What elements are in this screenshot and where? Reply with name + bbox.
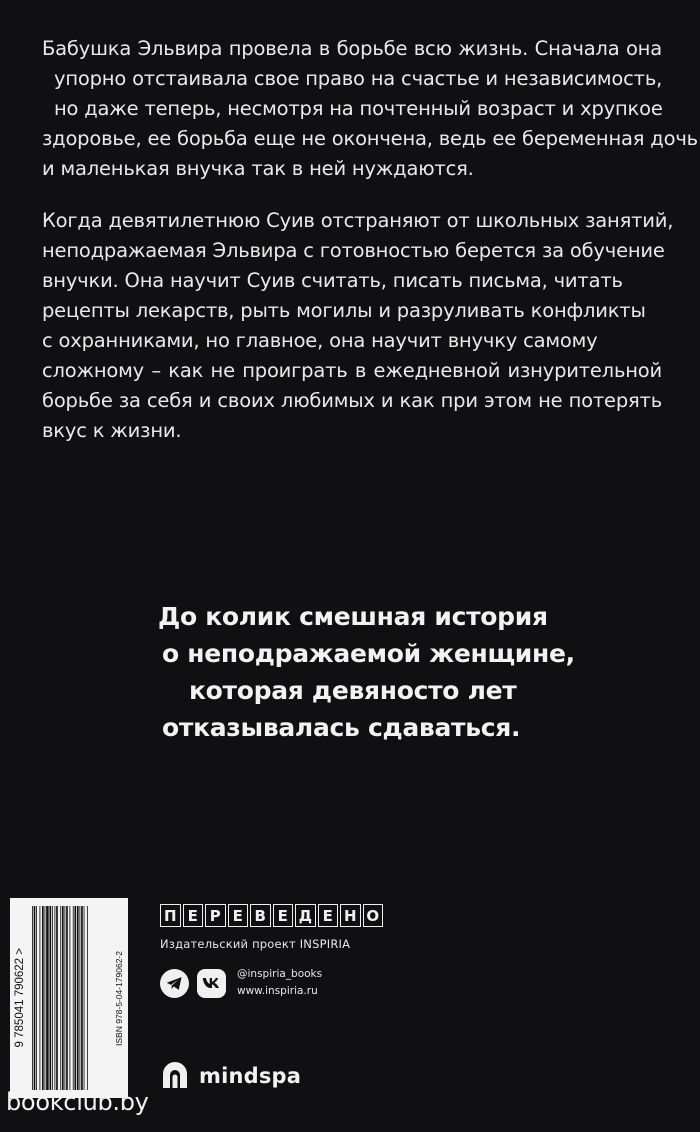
publisher-name: mindspa xyxy=(199,1064,302,1088)
isbn-text: ISBN 978-5-04-179062-2 xyxy=(114,950,124,1046)
blurb-paragraph-2 xyxy=(42,206,674,446)
isbn-barcode xyxy=(10,898,128,1098)
blurb-line: сложному – как не проиграть в ежедневной изнурительной xyxy=(42,359,662,382)
series-logo-letter: Е xyxy=(183,904,204,927)
tagline-line: отказывалась сдаваться. xyxy=(162,713,521,742)
series-logo-letter: О xyxy=(363,904,384,927)
blurb-line: Бабушка Эльвира провела в борьбе всю жизнь. Сначала она xyxy=(42,37,662,60)
series-logo-perevedeno xyxy=(160,904,383,927)
mindspa-logo-icon xyxy=(160,1062,190,1090)
blurb-text xyxy=(42,34,698,468)
blurb-line: но даже теперь, несмотря на почтенный возраст и хрупкое xyxy=(54,97,663,120)
series-logo-letter: Р xyxy=(205,904,226,927)
vk-icon[interactable] xyxy=(197,969,226,998)
blurb-line: рецепты лекарств, рыть могилы и разруливать конфликты xyxy=(42,299,646,322)
blurb-line: вкус к жизни. xyxy=(42,419,182,442)
barcode-digits xyxy=(10,898,30,1098)
tagline-line: о неподражаемой женщине, xyxy=(162,639,575,668)
blurb-line: упорно отстаивала свое право на счастье и независимость, xyxy=(54,67,663,90)
series-logo-letter: Н xyxy=(340,904,361,927)
series-logo-letter: Е xyxy=(273,904,294,927)
series-logo-letter: Е xyxy=(228,904,249,927)
barcode-number: 9 785041 790622 > xyxy=(14,948,26,1048)
blurb-line: Когда девятилетнюю Суив отстраняют от школьных занятий, xyxy=(42,209,674,232)
tagline-line: которая девяносто лет xyxy=(189,676,517,705)
telegram-icon[interactable] xyxy=(160,969,189,998)
tagline xyxy=(0,598,700,746)
blurb-line: здоровье, ее борьба еще не окончена, ведь ее беременная дочь xyxy=(42,127,698,150)
isbn-label xyxy=(110,898,128,1098)
barcode-bars-icon xyxy=(32,906,106,1090)
series-logo-letter: П xyxy=(160,904,181,927)
series-logo-letter: Е xyxy=(318,904,339,927)
blurb-line: и маленькая внучка так в ней нуждаются. xyxy=(42,157,474,180)
blurb-paragraph-1 xyxy=(42,34,698,184)
blurb-line: борьбе за себя и своих любимых и как при этом не потерять xyxy=(42,389,662,412)
social-links xyxy=(160,966,322,1000)
blurb-line: внучки. Она научит Суив считать, писать письма, читать xyxy=(42,269,623,292)
watermark: bookclub.by xyxy=(6,1088,149,1116)
blurb-line: неподражаемая Эльвира с готовностью берется за обучение xyxy=(42,239,665,262)
website-link[interactable]: www.inspiria.ru xyxy=(237,985,318,997)
instagram-handle[interactable]: @inspiria_books xyxy=(237,968,323,980)
tagline-line: До колик смешная история xyxy=(158,602,548,631)
publisher-logo xyxy=(160,1062,301,1090)
series-logo-letter: В xyxy=(250,904,271,927)
blurb-line: с охранниками, но главное, она научит внучку самому xyxy=(42,329,598,352)
social-text xyxy=(237,966,322,1000)
publisher-project-line: Издательский проект INSPIRIA xyxy=(160,937,351,951)
series-logo-letter: Д xyxy=(295,904,316,927)
